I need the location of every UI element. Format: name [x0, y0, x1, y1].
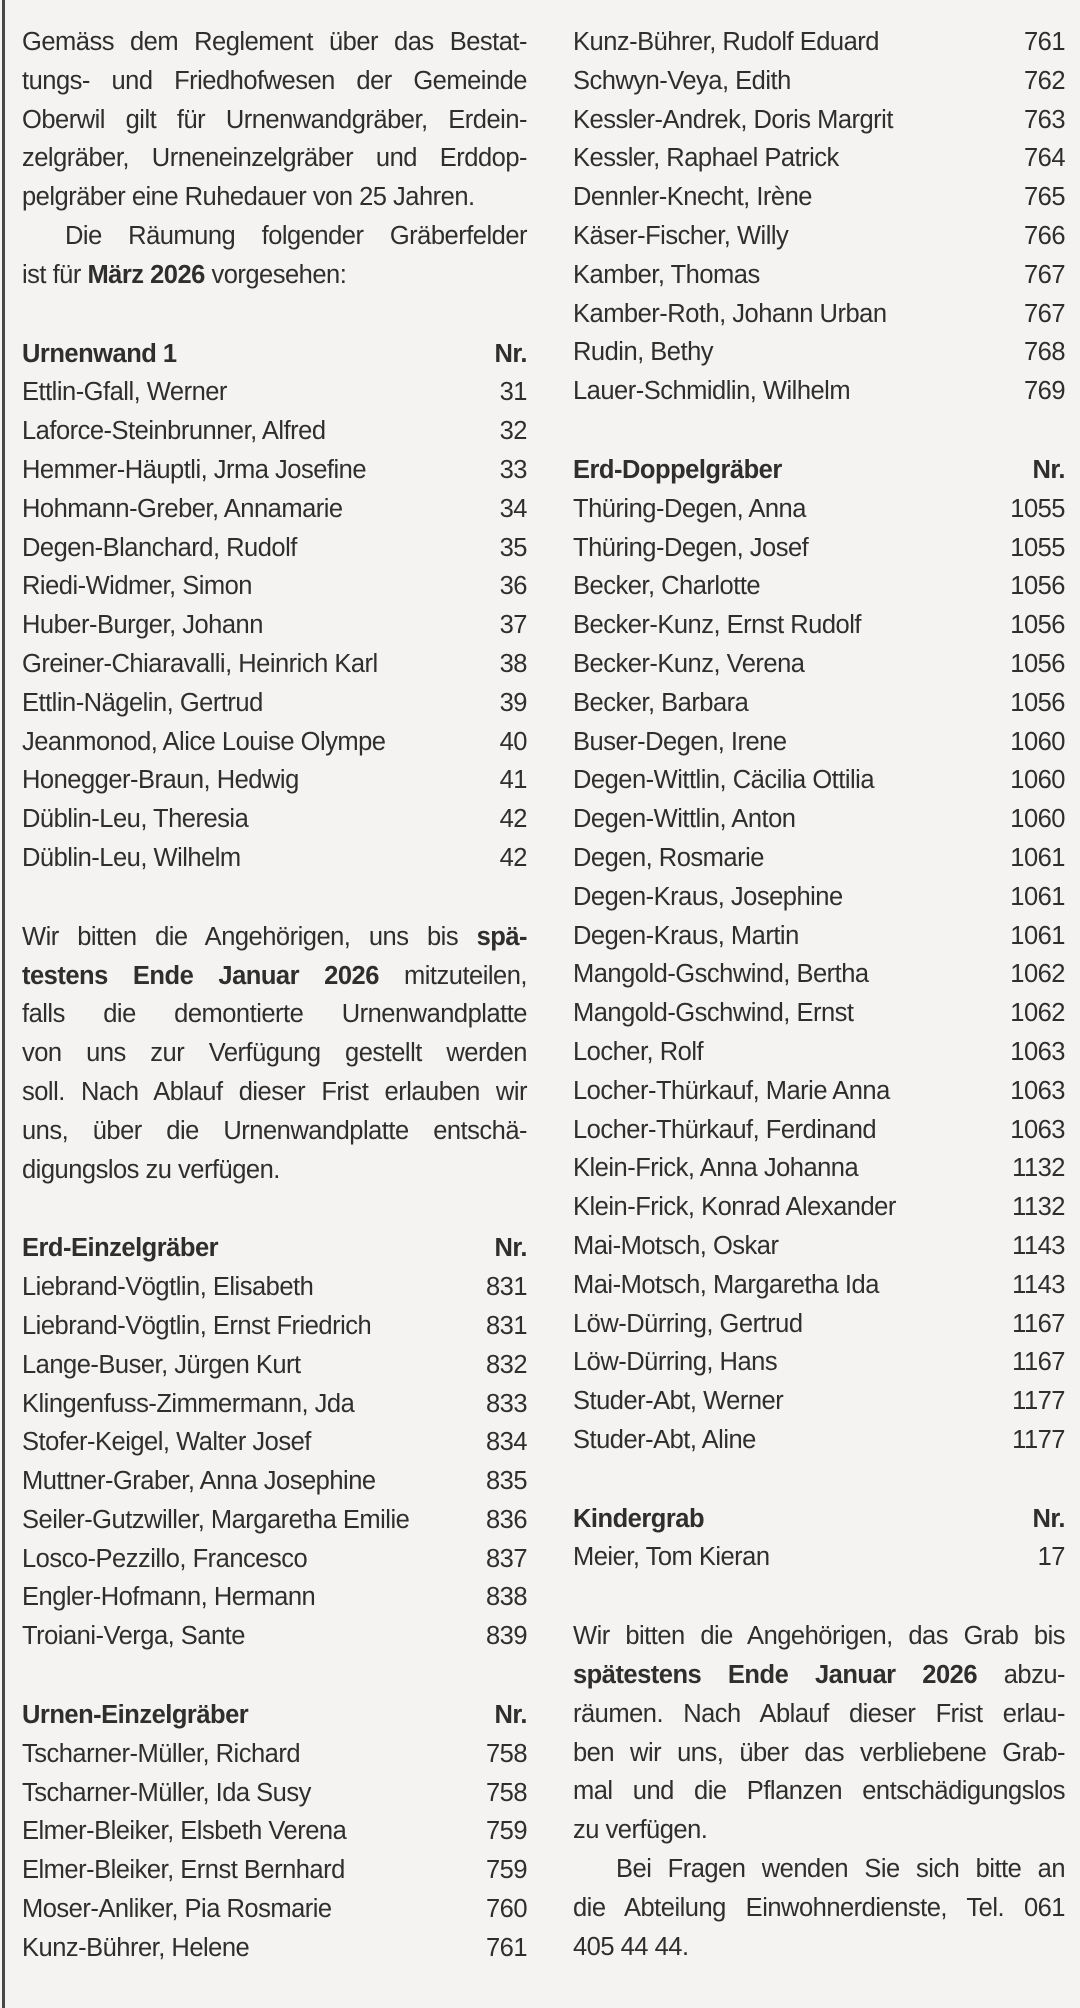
grave-name: Troiani-Verga, Sante — [22, 1622, 245, 1651]
grave-name: Kunz-Bührer, Rudolf Eduard — [573, 28, 879, 56]
paragraph-line — [573, 1889, 1065, 1928]
paragraph-line — [573, 1695, 1065, 1734]
section-header — [22, 1229, 527, 1268]
grave-number: 1060 — [1010, 727, 1065, 756]
grave-name: Jeanmonod, Alice Louise Olympe — [22, 727, 386, 756]
grave-row — [573, 955, 1065, 994]
grave-number: 759 — [485, 1817, 527, 1846]
grave-name: Kessler-Andrek, Doris Margrit — [573, 105, 893, 134]
left-column — [22, 23, 527, 1968]
section-erd-einzelgraeber — [22, 1229, 527, 1656]
grave-row — [573, 333, 1065, 372]
text-segment: Bei Fragen wenden Sie sich bitte an — [616, 1855, 1065, 1884]
emphasis-text: März 2026 — [87, 260, 205, 289]
grave-row — [573, 606, 1065, 645]
grave-name: Buser-Degen, Irene — [573, 727, 787, 756]
grave-list — [22, 373, 527, 877]
text-segment: Oberwil gilt für Urnenwandgräber, Erdein- — [22, 105, 527, 134]
grave-row — [573, 1382, 1065, 1421]
text-segment: digungslos zu verfügen. — [22, 1155, 280, 1184]
grave-name: Schwyn-Veya, Edith — [573, 66, 791, 95]
grave-name: Hemmer-Häuptli, Jrma Josefine — [22, 455, 367, 484]
grave-number: 1132 — [1012, 1193, 1065, 1222]
text-segment: soll. Nach Ablauf dieser Frist erlauben wir — [22, 1077, 527, 1106]
paragraph-line — [22, 1073, 527, 1112]
grave-name: Becker-Kunz, Ernst Rudolf — [573, 611, 861, 640]
emphasis-text: testens Ende Januar 2026 — [22, 961, 379, 990]
grave-number: 1056 — [1010, 572, 1065, 601]
grave-name: Engler-Hofmann, Hermann — [22, 1583, 316, 1612]
grave-number: 1060 — [1010, 805, 1065, 834]
grave-row — [573, 878, 1065, 917]
paragraph-line — [22, 918, 527, 957]
grave-name: Klein-Frick, Anna Johanna — [573, 1154, 859, 1183]
grave-number: 40 — [499, 727, 527, 756]
grave-number: 1063 — [1010, 1115, 1065, 1144]
section-erd-doppelgraeber — [573, 451, 1065, 1460]
grave-row — [573, 139, 1065, 178]
grave-row — [573, 1343, 1065, 1382]
grave-row — [573, 1266, 1065, 1305]
grave-row — [573, 1227, 1065, 1266]
grave-row — [22, 373, 527, 412]
paragraph-grab-raeumen — [573, 1617, 1065, 1850]
grave-number: 831 — [485, 1311, 527, 1340]
text-segment: Wir bitten die Angehörigen, uns bis — [22, 922, 477, 951]
grave-list — [573, 1538, 1065, 1577]
grave-number: 1061 — [1010, 843, 1065, 872]
nr-column-label: Nr. — [494, 1701, 527, 1730]
paragraph-line — [22, 139, 527, 178]
grave-row — [22, 839, 527, 878]
grave-row — [22, 1501, 527, 1540]
grave-name: Degen, Rosmarie — [573, 843, 764, 872]
grave-name: Lange-Buser, Jürgen Kurt — [22, 1350, 301, 1379]
grave-row — [22, 1929, 527, 1968]
section-title: Kindergrab — [573, 1504, 705, 1533]
grave-name: Rudin, Bethy — [573, 338, 714, 367]
paragraph-urnenwandplatte — [22, 918, 527, 1190]
grave-row — [22, 800, 527, 839]
right-column — [573, 23, 1065, 1968]
grave-number: 837 — [485, 1544, 527, 1573]
grave-row — [573, 645, 1065, 684]
grave-name: Dennler-Knecht, Irène — [573, 183, 812, 212]
text-segment: falls die demontierte Urnenwandplatte — [22, 1000, 527, 1029]
grave-row — [573, 917, 1065, 956]
grave-name: Degen-Blanchard, Rudolf — [22, 533, 297, 562]
grave-row — [573, 567, 1065, 606]
grave-number: 836 — [485, 1505, 527, 1534]
grave-number: 41 — [499, 766, 527, 795]
grave-row — [22, 1851, 527, 1890]
text-segment: tungs- und Friedhofwesen der Gemeinde — [22, 66, 527, 95]
grave-number: 42 — [499, 805, 527, 834]
grave-row — [22, 451, 527, 490]
grave-name: Greiner-Chiaravalli, Heinrich Karl — [22, 649, 378, 678]
grave-name: Locher-Thürkauf, Ferdinand — [573, 1115, 877, 1144]
grave-row — [573, 23, 1065, 62]
grave-row — [573, 217, 1065, 256]
section-urnenwand — [22, 335, 527, 878]
text-segment: mal und die Pflanzen entschädigungslos — [573, 1777, 1065, 1806]
grave-row — [22, 529, 527, 568]
paragraph-line — [573, 1850, 1065, 1889]
paragraph-line — [22, 256, 527, 295]
grave-row — [22, 1617, 527, 1656]
grave-name: Becker, Barbara — [573, 688, 749, 717]
paragraph-line — [22, 1151, 527, 1190]
grave-name: Thüring-Degen, Josef — [573, 533, 809, 562]
text-segment: von uns zur Verfügung gestellt werden — [22, 1039, 527, 1068]
grave-number: 1062 — [1010, 960, 1065, 989]
grave-number: 1055 — [1010, 494, 1065, 523]
grave-row — [573, 101, 1065, 140]
grave-number: 834 — [485, 1428, 527, 1457]
grave-number: 760 — [485, 1895, 527, 1924]
nr-column-label: Nr. — [1032, 1504, 1065, 1533]
grave-number: 1167 — [1012, 1348, 1065, 1377]
text-segment: abzu- — [977, 1661, 1065, 1690]
grave-name: Kamber-Roth, Johann Urban — [573, 299, 887, 328]
grave-number: 769 — [1023, 377, 1065, 406]
grave-number: 1055 — [1010, 533, 1065, 562]
grave-name: Mangold-Gschwind, Ernst — [573, 999, 854, 1028]
text-segment: die Abteilung Einwohnerdienste, Tel. 061 — [573, 1893, 1065, 1922]
grave-name: Elmer-Bleiker, Ernst Bernhard — [22, 1856, 345, 1885]
grave-list — [22, 1268, 527, 1656]
grave-name: Stofer-Keigel, Walter Josef — [22, 1428, 311, 1457]
grave-row — [573, 1111, 1065, 1150]
paragraph-line — [573, 1811, 1065, 1850]
grave-row — [22, 1423, 527, 1462]
grave-row — [22, 684, 527, 723]
grave-number: 833 — [485, 1389, 527, 1418]
page-edge-line — [2, 0, 5, 2008]
grave-name: Kunz-Bührer, Helene — [22, 1933, 250, 1962]
grave-name: Locher, Rolf — [573, 1037, 704, 1066]
section-header — [22, 1696, 527, 1735]
grave-name: Tscharner-Müller, Richard — [22, 1739, 301, 1768]
grave-row — [22, 1540, 527, 1579]
grave-number: 831 — [485, 1273, 527, 1302]
grave-name: Klingenfuss-Zimmermann, Jda — [22, 1389, 355, 1418]
grave-row — [22, 567, 527, 606]
grave-number: 1056 — [1010, 611, 1065, 640]
text-segment: vorgesehen: — [204, 260, 347, 289]
grave-number: 39 — [499, 688, 527, 717]
section-title: Erd-Einzelgräber — [22, 1234, 219, 1263]
grave-name: Tscharner-Müller, Ida Susy — [22, 1778, 311, 1807]
grave-name: Studer-Abt, Werner — [573, 1387, 784, 1416]
paragraph-line — [573, 1617, 1065, 1656]
text-segment: pelgräber eine Ruhedauer von 25 Jahren. — [22, 183, 475, 212]
grave-row — [22, 1307, 527, 1346]
grave-name: Meier, Tom Kieran — [573, 1543, 770, 1572]
section-header — [22, 335, 527, 374]
paragraph-line — [573, 1928, 1065, 1967]
text-segment: ist für — [22, 260, 88, 289]
grave-number: 1056 — [1010, 649, 1065, 678]
grave-number: 838 — [485, 1583, 527, 1612]
paragraph-line — [22, 995, 527, 1034]
grave-number: 1061 — [1010, 921, 1065, 950]
grave-name: Mangold-Gschwind, Bertha — [573, 960, 869, 989]
text-segment: Wir bitten die Angehörigen, das Grab bis — [573, 1622, 1065, 1651]
grave-row — [22, 1890, 527, 1929]
grave-name: Studer-Abt, Aline — [573, 1425, 756, 1454]
grave-number: 42 — [499, 843, 527, 872]
grave-name: Klein-Frick, Konrad Alexander — [573, 1193, 896, 1222]
grave-row — [573, 178, 1065, 217]
grave-number: 768 — [1023, 338, 1065, 367]
text-segment: Die Räumung folgender Gräberfelder — [65, 221, 527, 250]
grave-number: 34 — [499, 494, 527, 523]
grave-number: 1063 — [1010, 1037, 1065, 1066]
grave-name: Käser-Fischer, Willy — [573, 221, 789, 250]
grave-number: 758 — [485, 1739, 527, 1768]
grave-row — [22, 1735, 527, 1774]
grave-name: Lauer-Schmidlin, Wilhelm — [573, 377, 851, 406]
emphasis-text: spätestens Ende Januar 2026 — [573, 1661, 978, 1690]
section-urnen-einzelgraeber — [22, 1696, 527, 1968]
grave-row — [22, 606, 527, 645]
grave-name: Liebrand-Vögtlin, Elisabeth — [22, 1273, 314, 1302]
grave-number: 763 — [1023, 105, 1065, 134]
grave-number: 761 — [485, 1933, 527, 1962]
grave-name: Mai-Motsch, Oskar — [573, 1231, 779, 1260]
text-segment: Gemäss dem Reglement über das Bestat- — [22, 28, 527, 56]
paragraph-reglement — [22, 23, 527, 217]
grave-row — [573, 62, 1065, 101]
grave-number: 1167 — [1012, 1309, 1065, 1338]
grave-number: 33 — [499, 455, 527, 484]
nr-column-label: Nr. — [494, 1234, 527, 1263]
grave-number: 835 — [485, 1467, 527, 1496]
grave-list — [22, 1735, 527, 1968]
grave-number: 764 — [1023, 144, 1065, 173]
grave-row — [573, 1149, 1065, 1188]
grave-name: Kessler, Raphael Patrick — [573, 144, 839, 173]
grave-name: Degen-Kraus, Martin — [573, 921, 799, 950]
grave-row — [573, 372, 1065, 411]
section-title: Erd-Doppelgräber — [573, 455, 782, 484]
grave-number: 1062 — [1010, 999, 1065, 1028]
grave-number: 759 — [485, 1856, 527, 1885]
grave-name: Liebrand-Vögtlin, Ernst Friedrich — [22, 1311, 372, 1340]
grave-number: 765 — [1023, 183, 1065, 212]
grave-row — [573, 684, 1065, 723]
grave-number: 766 — [1023, 221, 1065, 250]
grave-name: Seiler-Gutzwiller, Margaretha Emilie — [22, 1505, 410, 1534]
grave-row — [22, 723, 527, 762]
grave-row — [573, 723, 1065, 762]
grave-row — [573, 490, 1065, 529]
grave-row — [22, 490, 527, 529]
grave-number: 31 — [499, 378, 527, 407]
grave-name: Ettlin-Gfall, Werner — [22, 378, 227, 407]
grave-row — [573, 839, 1065, 878]
paragraph-line — [22, 62, 527, 101]
grave-number: 761 — [1023, 28, 1065, 56]
grave-name: Mai-Motsch, Margaretha Ida — [573, 1270, 879, 1299]
paragraph-line — [22, 101, 527, 140]
grave-row — [22, 1462, 527, 1501]
text-segment: zelgräber, Urneneinzelgräber und Erddop- — [22, 144, 527, 173]
section-header — [573, 451, 1065, 490]
grave-row — [22, 1812, 527, 1851]
paragraph-line — [22, 957, 527, 996]
grave-number: 37 — [499, 611, 527, 640]
grave-number: 839 — [485, 1622, 527, 1651]
grave-row — [22, 1578, 527, 1617]
section-title: Urnenwand 1 — [22, 339, 177, 368]
grave-list-urnen-continued — [573, 23, 1065, 411]
text-segment: 405 44 44. — [573, 1932, 689, 1961]
grave-row — [573, 994, 1065, 1033]
grave-name: Düblin-Leu, Theresia — [22, 805, 249, 834]
grave-row — [22, 1774, 527, 1813]
grave-name: Muttner-Graber, Anna Josephine — [22, 1467, 376, 1496]
grave-number: 767 — [1023, 299, 1065, 328]
section-kindergrab — [573, 1500, 1065, 1578]
paragraph-line — [573, 1772, 1065, 1811]
grave-name: Kamber, Thomas — [573, 260, 760, 289]
grave-row — [573, 1072, 1065, 1111]
grave-row — [22, 412, 527, 451]
grave-number: 32 — [499, 417, 527, 446]
grave-name: Düblin-Leu, Wilhelm — [22, 843, 241, 872]
text-segment: uns, über die Urnenwandplatte entschä- — [22, 1116, 527, 1145]
grave-row — [573, 1538, 1065, 1577]
grave-name: Degen-Kraus, Josephine — [573, 882, 843, 911]
emphasis-text: spä- — [476, 922, 527, 951]
paragraph-fragen — [573, 1850, 1065, 1966]
grave-number: 17 — [1037, 1543, 1065, 1572]
section-title: Urnen-Einzelgräber — [22, 1701, 249, 1730]
grave-number: 1056 — [1010, 688, 1065, 717]
text-segment: ben wir uns, über das verbliebene Grab- — [573, 1738, 1065, 1767]
grave-number: 36 — [499, 572, 527, 601]
grave-number: 1143 — [1012, 1231, 1065, 1260]
grave-name: Laforce-Steinbrunner, Alfred — [22, 417, 326, 446]
grave-row — [22, 1268, 527, 1307]
text-segment: mitzuteilen, — [378, 961, 527, 990]
grave-number: 1177 — [1012, 1425, 1065, 1454]
grave-row — [22, 1346, 527, 1385]
paragraph-line — [22, 217, 527, 256]
grave-number: 1063 — [1010, 1076, 1065, 1105]
grave-row — [573, 1421, 1065, 1460]
grave-name: Becker, Charlotte — [573, 572, 761, 601]
paragraph-line — [573, 1734, 1065, 1773]
paragraph-line — [573, 1656, 1065, 1695]
grave-number: 832 — [485, 1350, 527, 1379]
grave-row — [573, 800, 1065, 839]
grave-name: Honegger-Braun, Hedwig — [22, 766, 299, 795]
grave-name: Degen-Wittlin, Cäcilia Ottilia — [573, 766, 875, 795]
grave-row — [573, 529, 1065, 568]
grave-number: 1143 — [1012, 1270, 1065, 1299]
section-header — [573, 1500, 1065, 1539]
grave-name: Degen-Wittlin, Anton — [573, 805, 796, 834]
paragraph-raeumung — [22, 217, 527, 295]
grave-row — [22, 645, 527, 684]
grave-number: 1132 — [1012, 1154, 1065, 1183]
grave-number: 1177 — [1012, 1387, 1065, 1416]
grave-number: 35 — [499, 533, 527, 562]
grave-name: Huber-Burger, Johann — [22, 611, 263, 640]
grave-name: Löw-Dürring, Gertrud — [573, 1309, 803, 1338]
grave-number: 767 — [1023, 260, 1065, 289]
grave-name: Hohmann-Greber, Annamarie — [22, 494, 343, 523]
grave-row — [573, 295, 1065, 334]
paragraph-line — [22, 1112, 527, 1151]
grave-row — [573, 1188, 1065, 1227]
text-segment: räumen. Nach Ablauf dieser Frist erlau- — [573, 1699, 1065, 1728]
grave-name: Moser-Anliker, Pia Rosmarie — [22, 1895, 332, 1924]
nr-column-label: Nr. — [1032, 455, 1065, 484]
grave-number: 1061 — [1010, 882, 1065, 911]
paragraph-line — [22, 1034, 527, 1073]
grave-row — [573, 1305, 1065, 1344]
grave-name: Ettlin-Nägelin, Gertrud — [22, 688, 263, 717]
grave-name: Losco-Pezzillo, Francesco — [22, 1544, 308, 1573]
grave-name: Löw-Dürring, Hans — [573, 1348, 778, 1377]
grave-name: Riedi-Widmer, Simon — [22, 572, 252, 601]
grave-number: 762 — [1023, 66, 1065, 95]
grave-row — [22, 761, 527, 800]
grave-row — [22, 1385, 527, 1424]
grave-number: 758 — [485, 1778, 527, 1807]
paragraph-line — [22, 23, 527, 62]
paragraph-line — [22, 178, 527, 217]
text-segment: zu verfügen. — [573, 1816, 708, 1845]
grave-row — [573, 256, 1065, 295]
grave-number: 38 — [499, 649, 527, 678]
grave-row — [573, 1033, 1065, 1072]
grave-row — [573, 761, 1065, 800]
nr-column-label: Nr. — [494, 339, 527, 368]
grave-number: 1060 — [1010, 766, 1065, 795]
grave-name: Thüring-Degen, Anna — [573, 494, 806, 523]
grave-name: Locher-Thürkauf, Marie Anna — [573, 1076, 890, 1105]
grave-name: Becker-Kunz, Verena — [573, 649, 805, 678]
grave-name: Elmer-Bleiker, Elsbeth Verena — [22, 1817, 347, 1846]
grave-list — [573, 490, 1065, 1460]
